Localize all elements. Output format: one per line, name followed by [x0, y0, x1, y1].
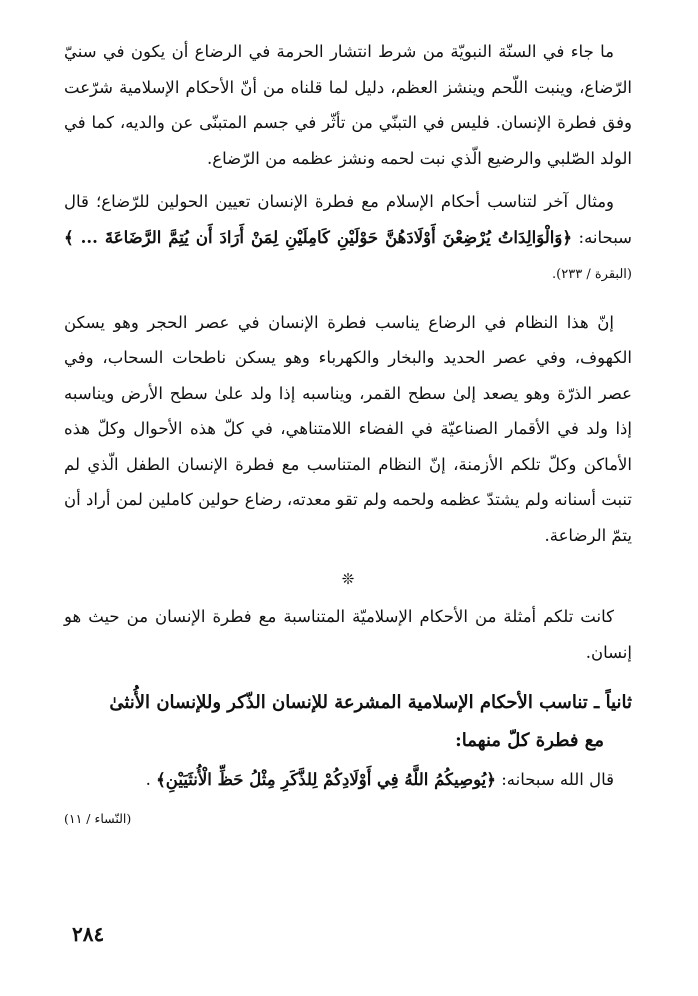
paragraph-4: كانت تلكم أمثلة من الأحكام الإسلاميّة المتناسبة مع فطرة الإنسان من حيث هو إنسان.	[64, 607, 632, 662]
paragraph-3: إنّ هذا النظام في الرضاع يناسب فطرة الإنسان في عصر الحجر وهو يسكن الكهوف، وفي عصر الحديد والبخار والكهرباء وهو يسكن ناطحات السحاب، وفي عصر الذرّة وهو يصعد إلىٰ سطح القمر، ويناسبه إذا ولد علىٰ سطح الأرض ويناسبه إذا ولد في الأقمار الصناعيّة في الفضاء اللامتناهي، في كلّ هذه الأحوال وكلّ هذه الأماكن وكلّ تلكم الأزمنة، إنّ النظام المتناسب مع فطرة الإنسان الطفل الّذي لم تنبت أسنانه ولم يشتدّ عظمه ولحمه ولم تقو معدته، رضاع حولين كاملين لمن أراد أن يتمّ الرضاعة.	[64, 312, 632, 545]
section-heading-line-1: ثانياً ـ تناسب الأحكام الإسلامية المشرعة للإنسان الذّكر وللإنسان الأُنثىٰ	[109, 692, 632, 713]
reference-nisa: (النّساء / ١١)	[64, 810, 132, 826]
section-heading	[64, 684, 632, 760]
paragraph-5	[64, 762, 632, 798]
page-number: ٢٨٤	[72, 922, 105, 946]
section-divider-ornament: ❊	[341, 570, 355, 588]
page-body	[64, 34, 632, 832]
reference-baqarah: (البقرة / ٢٣٣).	[552, 267, 632, 282]
paragraph-5-intro: قال الله سبحانه:	[501, 770, 614, 789]
quran-verse-baqarah: ﴿وَالْوَالِدَاتُ يُرْضِعْنَ أَوْلَادَهُنَّ حَوْلَيْنِ كَامِلَيْنِ لِمَنْ أَرَادَ أَن يُتِمَّ الرَّضَاعَةَ ... ﴾	[64, 227, 573, 247]
paragraph-2	[64, 184, 632, 293]
quran-verse-nisa: ﴿يُوصِيكُمُ اللَّهُ فِي أَوْلَادِكُمْ لِلذَّكَرِ مِثْلُ حَظِّ الْأُنثَيَيْنِ﴾	[156, 770, 496, 789]
paragraph-1: ما جاء في السنّة النبويّة من شرط انتشار الحرمة في الرضاع أن يكون في سنيّ الرّضاع، وينبت اللّحم وينشز العظم، دليل لما قلناه من أنّ الأحكام الإسلامية شرّعت وفق فطرة الإنسان. فليس في التبنّي من تأثّر في جسم المتبنّى عن والديه، كما في الولد الصّلبي والرضيع الّذي نبت لحمه ونشز عظمه من الرّضاع.	[64, 42, 632, 168]
paragraph-2-intro: ومثال آخر لتناسب أحكام الإسلام مع فطرة الإنسان تعيين الحولين للرّضاع؛ قال سبحانه:	[64, 192, 633, 247]
section-heading-line-2: مع فطرة كلّ منهما:	[455, 730, 604, 751]
paragraph-5-end: .	[145, 770, 151, 789]
